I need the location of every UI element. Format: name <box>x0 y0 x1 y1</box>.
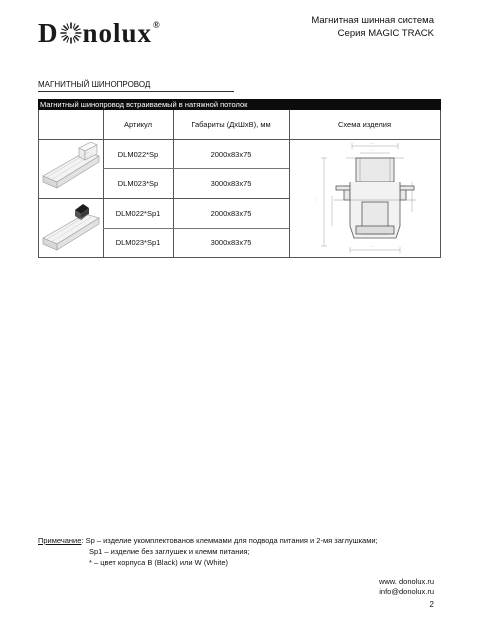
logo-text-prefix: D <box>38 18 59 48</box>
document-header <box>311 14 434 40</box>
column-header-article: Артикул <box>124 120 152 129</box>
note-text: : Sp – изделие укомплектованов клеммами для подвода питания и 2-мя заглушками; <box>81 536 378 545</box>
product-cross-section-drawing <box>304 142 440 256</box>
series-system-title: Магнитная шинная система <box>311 15 434 26</box>
svg-text:····: ···· <box>370 149 375 153</box>
note-line: * – цвет корпуса B (Black) или W (White) <box>89 558 229 567</box>
column-header-dimensions: Габариты (ДхШхВ), мм <box>191 120 271 129</box>
svg-text:·····: ····· <box>315 196 319 202</box>
table-cell-article: DLM023*Sp <box>117 179 159 188</box>
trademark-symbol: ® <box>153 20 161 30</box>
starburst-o-icon <box>60 22 82 44</box>
table-cell-dimensions: 2000x83x75 <box>210 150 252 159</box>
svg-text:·····: ····· <box>369 142 375 146</box>
table-cell-article: DLM022*Sp <box>117 150 159 159</box>
table-cell-article: DLM022*Sp1 <box>115 209 161 218</box>
note-label: Примечание <box>38 536 82 545</box>
notes-block <box>38 535 378 568</box>
email-link[interactable]: info@donolux.ru <box>379 587 434 596</box>
table-cell-dimensions: 3000x83x75 <box>210 238 252 247</box>
table-row-divider <box>39 198 289 199</box>
note-line: Sp1 – изделие без заглушек и клемм питания; <box>89 547 250 556</box>
product-table <box>38 110 441 258</box>
series-name: Серия MAGIC TRACK <box>337 28 434 39</box>
product-image-sp1 <box>41 202 101 256</box>
product-image-sp <box>41 142 101 196</box>
note-line <box>38 535 378 546</box>
logo-text-suffix: nolux <box>82 18 153 48</box>
column-header-scheme: Схема изделия <box>337 120 392 129</box>
table-cell-dimensions: 3000x83x75 <box>210 179 252 188</box>
svg-text:····: ···· <box>370 245 375 249</box>
contacts-block <box>379 577 434 597</box>
website-link[interactable]: www. donolux.ru <box>378 577 434 586</box>
table-cell-dimensions: 2000x83x75 <box>210 209 252 218</box>
section-underline <box>38 91 234 92</box>
page-number: 2 <box>429 600 434 609</box>
brand-logo <box>38 18 161 49</box>
section-title: МАГНИТНЫЙ ШИНОПРОВОД <box>38 80 151 89</box>
table-banner: Магнитный шинопровод встраиваемый в натяжной потолок <box>38 99 441 110</box>
table-cell-article: DLM023*Sp1 <box>115 238 161 247</box>
